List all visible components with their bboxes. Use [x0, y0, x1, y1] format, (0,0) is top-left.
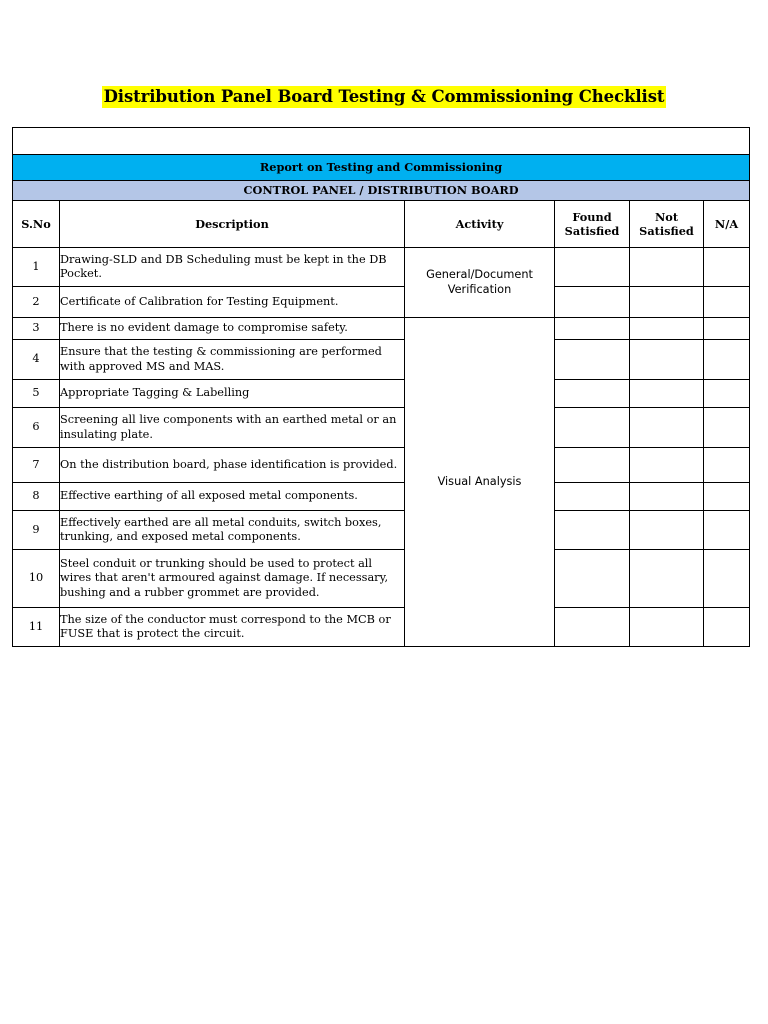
not-satisfied-cell[interactable]	[630, 248, 704, 287]
document-title: Distribution Panel Board Testing & Commissioning Checklist	[103, 87, 665, 106]
row-sno: 4	[13, 340, 60, 380]
row-description: Drawing-SLD and DB Scheduling must be kept in the DB Pocket.	[60, 248, 405, 287]
not-satisfied-cell[interactable]	[630, 340, 704, 380]
table-row	[13, 287, 750, 318]
col-header-found-satisfied: Found Satisfied	[555, 201, 630, 248]
panel-heading: CONTROL PANEL / DISTRIBUTION BOARD	[13, 181, 750, 201]
row-sno: 3	[13, 318, 60, 340]
row-sno: 2	[13, 287, 60, 318]
blank-header-row	[13, 128, 750, 155]
not-satisfied-cell[interactable]	[630, 511, 704, 550]
column-header-row	[13, 201, 750, 248]
found-satisfied-cell[interactable]	[555, 483, 630, 511]
table-row	[13, 318, 750, 340]
na-cell[interactable]	[704, 408, 750, 448]
found-satisfied-cell[interactable]	[555, 340, 630, 380]
row-description: Effectively earthed are all metal conduits, switch boxes, trunking, and exposed metal components.	[60, 511, 405, 550]
found-satisfied-cell[interactable]	[555, 248, 630, 287]
not-satisfied-cell[interactable]	[630, 380, 704, 408]
table-row	[13, 380, 750, 408]
row-sno: 11	[13, 608, 60, 647]
found-satisfied-cell[interactable]	[555, 318, 630, 340]
row-sno: 5	[13, 380, 60, 408]
table-row	[13, 511, 750, 550]
table-row	[13, 448, 750, 483]
not-satisfied-cell[interactable]	[630, 318, 704, 340]
row-description: Steel conduit or trunking should be used to protect all wires that aren't armoured against damage. If necessary, bushing and a rubber grommet are provided.	[60, 550, 405, 608]
report-heading: Report on Testing and Commissioning	[13, 155, 750, 181]
col-header-na: N/A	[704, 201, 750, 248]
row-description: The size of the conductor must correspond to the MCB or FUSE that is protect the circuit.	[60, 608, 405, 647]
found-satisfied-cell[interactable]	[555, 550, 630, 608]
row-description: Appropriate Tagging & Labelling	[60, 380, 405, 408]
not-satisfied-cell[interactable]	[630, 608, 704, 647]
not-satisfied-cell[interactable]	[630, 483, 704, 511]
row-sno: 8	[13, 483, 60, 511]
activity-general: General/Document Verification	[405, 248, 555, 318]
found-satisfied-cell[interactable]	[555, 287, 630, 318]
panel-heading-row	[13, 181, 750, 201]
table-row	[13, 483, 750, 511]
row-sno: 1	[13, 248, 60, 287]
col-header-activity: Activity	[405, 201, 555, 248]
na-cell[interactable]	[704, 448, 750, 483]
row-description: On the distribution board, phase identification is provided.	[60, 448, 405, 483]
na-cell[interactable]	[704, 511, 750, 550]
table-row	[13, 550, 750, 608]
found-satisfied-cell[interactable]	[555, 408, 630, 448]
na-cell[interactable]	[704, 608, 750, 647]
na-cell[interactable]	[704, 340, 750, 380]
not-satisfied-cell[interactable]	[630, 408, 704, 448]
table-row	[13, 340, 750, 380]
na-cell[interactable]	[704, 318, 750, 340]
table-row	[13, 608, 750, 647]
table-row	[13, 248, 750, 287]
row-description: Effective earthing of all exposed metal components.	[60, 483, 405, 511]
checklist-table	[12, 127, 750, 647]
not-satisfied-cell[interactable]	[630, 448, 704, 483]
na-cell[interactable]	[704, 483, 750, 511]
row-description: Screening all live components with an earthed metal or an insulating plate.	[60, 408, 405, 448]
na-cell[interactable]	[704, 248, 750, 287]
found-satisfied-cell[interactable]	[555, 511, 630, 550]
na-cell[interactable]	[704, 550, 750, 608]
na-cell[interactable]	[704, 287, 750, 318]
row-description: Certificate of Calibration for Testing Equipment.	[60, 287, 405, 318]
found-satisfied-cell[interactable]	[555, 608, 630, 647]
not-satisfied-cell[interactable]	[630, 550, 704, 608]
not-satisfied-cell[interactable]	[630, 287, 704, 318]
row-description: There is no evident damage to compromise safety.	[60, 318, 405, 340]
col-header-description: Description	[60, 201, 405, 248]
report-heading-row	[13, 155, 750, 181]
title-wrapper	[0, 86, 768, 108]
row-sno: 10	[13, 550, 60, 608]
col-header-sno: S.No	[13, 201, 60, 248]
found-satisfied-cell[interactable]	[555, 380, 630, 408]
table-row	[13, 408, 750, 448]
na-cell[interactable]	[704, 380, 750, 408]
col-header-not-satisfied: Not Satisfied	[630, 201, 704, 248]
row-sno: 9	[13, 511, 60, 550]
found-satisfied-cell[interactable]	[555, 448, 630, 483]
row-sno: 7	[13, 448, 60, 483]
blank-cell	[13, 128, 750, 155]
row-description: Ensure that the testing & commissioning are performed with approved MS and MAS.	[60, 340, 405, 380]
row-sno: 6	[13, 408, 60, 448]
activity-visual: Visual Analysis	[405, 318, 555, 647]
